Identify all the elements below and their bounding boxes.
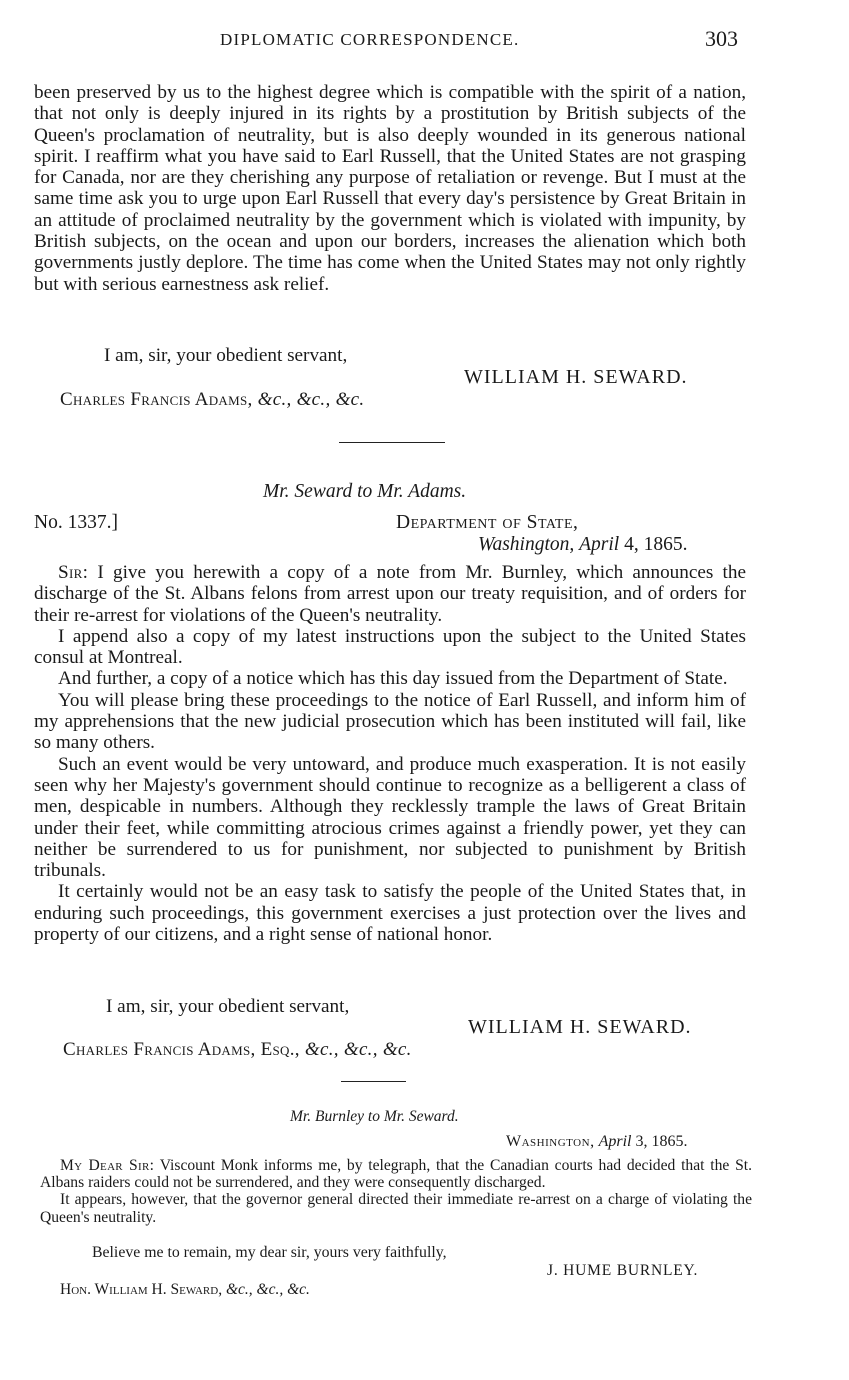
letter2-date-place: Washington, bbox=[478, 534, 575, 555]
letter2-closing: I am, sir, your obedient servant, bbox=[106, 996, 350, 1017]
letter2-paragraph: I append also a copy of my latest instructions upon the subject to the United States consul at Montreal. bbox=[34, 625, 746, 669]
letter1-addressee-name: Charles Francis Adams, bbox=[60, 389, 253, 410]
letter2-paragraph: It certainly would not be an easy task to satisfy the people of the United States that, in enduring such proceedings, this government exercises a just protection over the lives and property of our citizens, and a right sense of national honor. bbox=[34, 881, 746, 946]
letter3-closing: Believe me to remain, my dear sir, yours very faithfully, bbox=[92, 1244, 447, 1261]
letter3-addressee-etc: &c., &c., &c. bbox=[225, 1281, 310, 1298]
letter2-paragraph: And further, a copy of a notice which has this day issued from the Department of State. bbox=[58, 668, 728, 690]
letter3-date-rest: 3, 1865. bbox=[635, 1133, 688, 1150]
letter2-heading: Mr. Seward to Mr. Adams. bbox=[263, 481, 467, 502]
letter3-paragraph: It appears, however, that the governor general directed their immediate re-arrest on a charge of violating the Queen's neutrality. bbox=[40, 1191, 752, 1226]
letter2-number: No. 1337.] bbox=[34, 512, 118, 533]
letter1-closing: I am, sir, your obedient servant, bbox=[104, 345, 348, 366]
letter3-heading: Mr. Burnley to Mr. Seward. bbox=[290, 1108, 459, 1125]
letter2-addressee bbox=[63, 1039, 412, 1061]
letter3-date-place: Washington, bbox=[506, 1133, 595, 1150]
letter2-paragraph: You will please bring these proceedings to the notice of Earl Russell, and inform him of my apprehensions that the new judicial prosecution which has been instituted will fail, like so many others. bbox=[34, 689, 746, 754]
letter3-dateline bbox=[506, 1133, 687, 1151]
letter1-signature: WILLIAM H. SEWARD. bbox=[464, 366, 688, 388]
letter1-addressee bbox=[60, 389, 364, 411]
letter3-signature: J. HUME BURNLEY. bbox=[547, 1262, 699, 1279]
letter2-signature: WILLIAM H. SEWARD. bbox=[468, 1016, 692, 1038]
letter2-paragraph bbox=[34, 562, 746, 626]
letter2-date-month: April bbox=[579, 534, 620, 555]
letter1-paragraph: been preserved by us to the highest degree which is compatible with the spirit of a nation, that not only is deeply injured in its rights by a prostitution by British subjects of the Queen's proclamation of neutrality, but is also deeply wounded in its generous national spirit. I reaffirm what you have said to Earl Russell, that the United States are not grasping for Canada, nor are they cherishing any purpose of retaliation or revenge. But I must at the same time ask you to urge upon Earl Russell that every day's persistence by Great Britain in an attitude of proclaimed neutrality by the government which is violated with impunity, by British subjects, on the ocean and upon our borders, increases the alienation which both governments justly deplore. The time has come when the United States may not only rightly but with serious earnestness ask relief. bbox=[34, 82, 746, 295]
letter3-addressee bbox=[60, 1281, 310, 1299]
letter3-paragraph-text: Viscount Monk informs me, by telegraph, that the Canadian courts had decided that the St. Albans raiders could not be surrendered, and they were consequently discharged. bbox=[40, 1157, 752, 1192]
page-header bbox=[34, 26, 749, 60]
letter2-department: Department of State, bbox=[396, 512, 579, 533]
letter2-paragraph: Such an event would be very untoward, and produce much exasperation. It is not easily seen why her Majesty's government should continue to recognize as a belligerent a class of men, despicable in numbers. Although they recklessly trample the laws of Great Britain under their feet, while committing atrocious crimes against a friendly power, yet they can neither be surrendered to us for punishment, nor subjected to punishment by British tribunals. bbox=[34, 753, 746, 882]
letter2-paragraph-text: I give you herewith a copy of a note from Mr. Burnley, which announces the discharge of the St. Albans felons from arrest upon our treaty requisition, and of orders for their re-arrest for violations of the Queen's neutrality. bbox=[34, 562, 746, 626]
letter3-body bbox=[40, 1157, 752, 1226]
letter1-body bbox=[34, 82, 746, 295]
letter2-addressee-etc: &c., &c., &c. bbox=[304, 1039, 412, 1060]
letter2-date-rest: 4, 1865. bbox=[624, 534, 688, 555]
letter2-dateline bbox=[478, 534, 687, 556]
running-title: DIPLOMATIC CORRESPONDENCE. bbox=[220, 30, 520, 49]
section-divider bbox=[339, 442, 445, 443]
letter2-addressee-name: Charles Francis Adams, Esq., bbox=[63, 1039, 300, 1060]
letter1-addressee-etc: &c., &c., &c. bbox=[257, 389, 365, 410]
letter3-addressee-name: Hon. William H. Seward, bbox=[60, 1281, 223, 1298]
letter3-salutation: My Dear Sir: bbox=[60, 1157, 155, 1174]
section-divider bbox=[341, 1081, 406, 1082]
letter2-body bbox=[34, 562, 746, 945]
letter2-salutation: Sir: bbox=[58, 562, 89, 583]
page-number: 303 bbox=[705, 26, 738, 51]
letter3-paragraph bbox=[40, 1157, 752, 1191]
letter3-date-month: April bbox=[598, 1133, 632, 1150]
